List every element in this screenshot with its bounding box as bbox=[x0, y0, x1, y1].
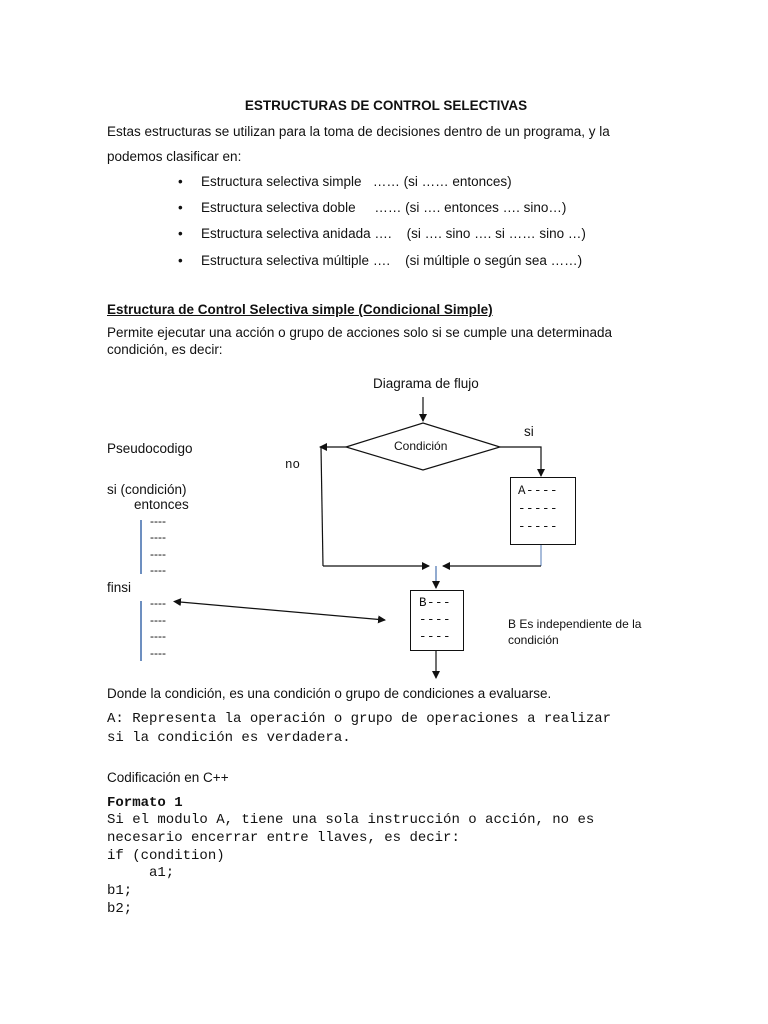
decision-label: Condición bbox=[394, 439, 448, 453]
process-box-b bbox=[410, 590, 464, 651]
bullet-dot: • bbox=[178, 253, 183, 268]
code-line: b1; bbox=[107, 883, 133, 899]
box-b-note-line-2: condición bbox=[508, 633, 559, 647]
pseudocode-block-b-line: ---- bbox=[150, 613, 166, 627]
box-b-line: B--- bbox=[419, 596, 452, 610]
bullet-item: Estructura selectiva simple …… (si …… entonces) bbox=[201, 174, 512, 189]
intro-line-1: Estas estructuras se utilizan para la toma de decisiones dentro de un programa, y la bbox=[107, 124, 610, 139]
pseudocode-block-b-line: ---- bbox=[150, 629, 166, 643]
a-note-line-2: si la condición es verdadera. bbox=[107, 730, 351, 746]
box-a-line: A---- bbox=[518, 484, 559, 498]
pseudocode-block-a-line: ---- bbox=[150, 547, 166, 561]
coding-heading: Codificación en C++ bbox=[107, 770, 229, 785]
pseudocode-block-b-bar bbox=[140, 601, 142, 661]
box-b-line: ---- bbox=[419, 630, 452, 644]
diagram-title: Diagrama de flujo bbox=[373, 376, 479, 391]
pseudocode-label: Pseudocodigo bbox=[107, 441, 193, 456]
section-desc-line-1: Permite ejecutar una acción o grupo de acciones solo si se cumple una determinada bbox=[107, 325, 613, 340]
bullet-item: Estructura selectiva anidada …. (si …. sino …. si …… sino …) bbox=[201, 226, 586, 241]
format-title: Formato 1 bbox=[107, 795, 183, 811]
box-a-line: ----- bbox=[518, 502, 559, 516]
pseudocode-end: finsi bbox=[107, 580, 132, 595]
section-desc-line-2: condición, es decir: bbox=[107, 342, 223, 357]
code-line: b2; bbox=[107, 901, 133, 917]
bullet-dot: • bbox=[178, 174, 183, 189]
pseudocode-block-b-line: ---- bbox=[150, 596, 166, 610]
bullet-item: Estructura selectiva múltiple …. (si múltiple o según sea ……) bbox=[201, 253, 583, 268]
code-line: a1; bbox=[107, 865, 175, 881]
pseudocode-block-b-line: ---- bbox=[150, 646, 166, 660]
link-double-arrow bbox=[180, 602, 385, 620]
pseudocode-block-a-line: ---- bbox=[150, 530, 166, 544]
box-b-note-line-1: B Es independiente de la bbox=[508, 617, 642, 631]
no-label: no bbox=[285, 458, 301, 472]
intro-line-2: podemos clasificar en: bbox=[107, 149, 242, 164]
no-branch-line bbox=[321, 447, 323, 566]
bullet-dot: • bbox=[178, 200, 183, 215]
format-desc-line-2: necesario encerrar entre llaves, es decir: bbox=[107, 830, 460, 846]
bullet-dot: • bbox=[178, 226, 183, 241]
code-line: if (condition) bbox=[107, 848, 225, 864]
yes-label: si bbox=[524, 424, 534, 439]
format-desc-line-1: Si el modulo A, tiene una sola instrucción o acción, no es bbox=[107, 812, 595, 828]
box-a-line: ----- bbox=[518, 520, 559, 534]
pseudocode-block-a-line: ---- bbox=[150, 514, 166, 528]
page-title: ESTRUCTURAS DE CONTROL SELECTIVAS bbox=[244, 98, 528, 113]
a-note-line-1: A: Representa la operación o grupo de operaciones a realizar bbox=[107, 711, 612, 727]
pseudocode-block-a-bar bbox=[140, 520, 142, 574]
condition-note: Donde la condición, es una condición o grupo de condiciones a evaluarse. bbox=[107, 686, 552, 701]
box-b-line: ---- bbox=[419, 613, 452, 627]
yes-branch bbox=[500, 447, 541, 476]
section-heading: Estructura de Control Selectiva simple (Condicional Simple) bbox=[107, 302, 493, 317]
pseudocode-block-a-line: ---- bbox=[150, 563, 166, 577]
process-box-a bbox=[510, 477, 576, 545]
pseudocode-if: si (condición) bbox=[107, 482, 187, 497]
bullet-item: Estructura selectiva doble …… (si …. entonces …. sino…) bbox=[201, 200, 567, 215]
pseudocode-then: entonces bbox=[134, 497, 189, 512]
